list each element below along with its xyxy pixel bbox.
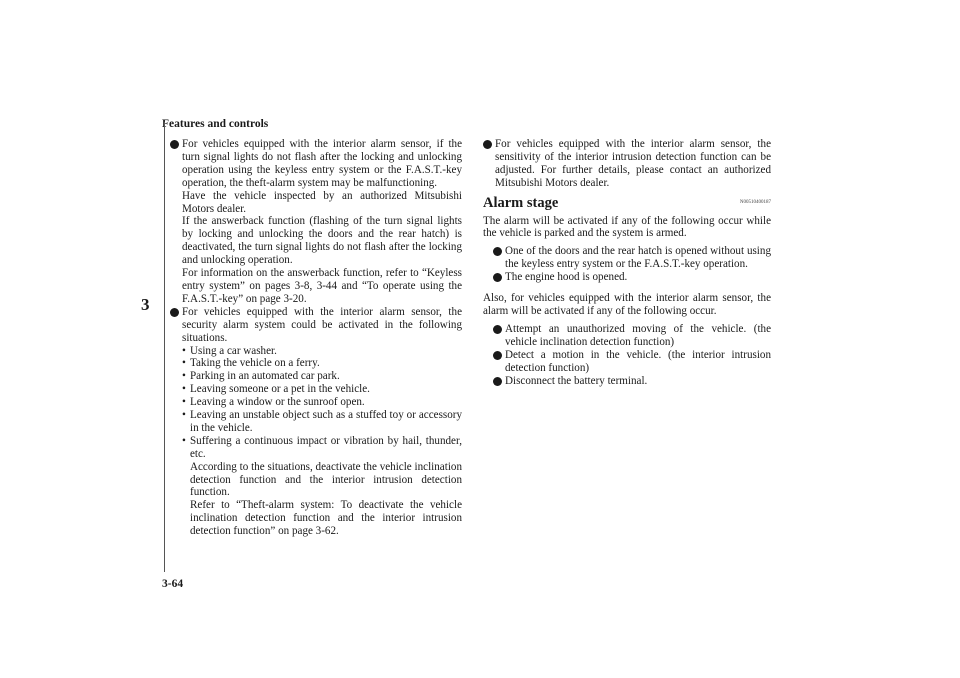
bullet-sensitivity: [483, 138, 771, 190]
bullet-icon: [483, 140, 492, 149]
bullet-security-situations: [170, 306, 462, 538]
page-number: 3-64: [162, 578, 184, 590]
list-item: Disconnect the battery terminal.: [493, 375, 771, 388]
list-item: • Leaving an unstable object such as a stuffed toy or accessory in the vehicle.: [182, 409, 462, 434]
section-title: Alarm stage: [483, 194, 559, 211]
bullet-icon: [493, 351, 502, 360]
list-item: • Leaving someone or a pet in the vehicle.: [182, 383, 370, 396]
list-item: • Suffering a continuous impact or vibration by hail, thunder, etc.: [182, 434, 462, 460]
list-item: • Parking in an automated car park.: [182, 370, 340, 383]
paragraph: The alarm will be activated if any of the following occur while the vehicle is parked and the system is armed.: [483, 214, 771, 240]
paragraph: For information on the answerback function, refer to “Keyless entry system” on pages 3-8, 3-44 and “To operate using the F.A.S.T.-key” on page 3-20.: [182, 267, 462, 305]
sensor-alarm-conditions-list: [483, 323, 771, 388]
list-item: Detect a motion in the vehicle. (the interior intrusion detection function): [493, 349, 771, 375]
note-paragraph: According to the situations, deactivate the vehicle inclination detection function and the interior intrusion detection function.: [190, 460, 462, 499]
list-item: The engine hood is opened.: [493, 271, 771, 284]
list-item: One of the doors and the rear hatch is opened without using the keyless entry system or the F.A.S.T.-key operation.: [493, 245, 771, 271]
bullet-icon: [170, 140, 179, 149]
bullet-interior-sensor-flash: [170, 138, 462, 306]
bullet-icon: [493, 247, 502, 256]
list-item: • Using a car washer.: [182, 344, 277, 357]
bullet-icon: [493, 325, 502, 334]
paragraph: For vehicles equipped with the interior alarm sensor, the security alarm system could be activated in the following situations.: [182, 305, 462, 344]
section-heading: [483, 194, 771, 211]
running-header: Features and controls: [162, 118, 269, 130]
list-item: • Taking the vehicle on a ferry.: [182, 357, 320, 370]
alarm-conditions-list: [483, 245, 771, 284]
bullet-icon: [493, 273, 502, 282]
note-paragraph: Refer to “Theft-alarm system: To deactivate the vehicle inclination detection function and the interior intrusion detection function” on page 3-62.: [190, 499, 462, 538]
left-column: [170, 138, 462, 538]
paragraph: For vehicles equipped with the interior alarm sensor, the sensitivity of the interior intrusion detection function can be adjusted. For further details, please contact an authorized Mitsubishi Motors dealer.: [495, 138, 771, 189]
right-column: [483, 138, 771, 387]
chapter-tab: [111, 122, 165, 572]
paragraph: Also, for vehicles equipped with the interior alarm sensor, the alarm will be activated if any of the following occur.: [483, 292, 771, 317]
list-item: • Leaving a window or the sunroof open.: [182, 396, 365, 409]
paragraph: For vehicles equipped with the interior alarm sensor, if the turn signal lights do not flash after the locking and unlocking operation using the keyless entry system or the F.A.S.T.-key operation, the theft-alarm system may be malfunctioning.: [182, 138, 462, 189]
list-item: Attempt an unauthorized moving of the vehicle. (the vehicle inclination detection function): [493, 323, 771, 349]
chapter-number: 3: [141, 295, 150, 314]
bullet-icon: [170, 308, 179, 317]
paragraph: If the answerback function (flashing of the turn signal lights by locking and unlocking the doors and the rear hatch) is deactivated, the turn signal lights do not flash after the locking and unlocking operation.: [182, 215, 462, 267]
section-code: N00510400187: [739, 199, 771, 205]
bullet-icon: [493, 377, 502, 386]
paragraph: Have the vehicle inspected by an authorized Mitsubishi Motors dealer.: [182, 189, 462, 215]
